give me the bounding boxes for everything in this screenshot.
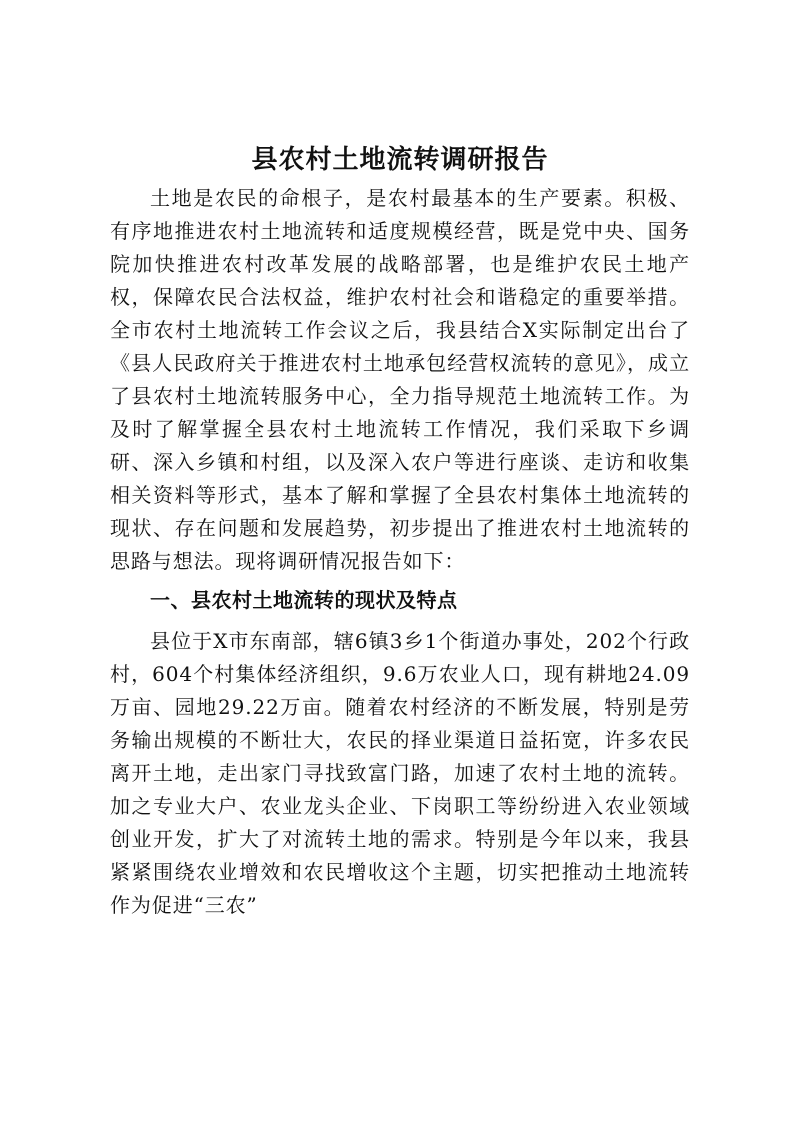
section-heading: 一、县农村土地流转的现状及特点 — [150, 588, 458, 612]
document-body — [110, 140, 690, 922]
section-paragraph: 县位于X市东南部，辖6镇3乡1个街道办事处，202个行政村，604个村集体经济组织，9.6万农业人口，现有耕地24.09万亩、园地29.22万亩。随着农村经济的不断发展，特别是劳务输出规模的不断壮大，农民的择业渠道日益拓宽，许多农民离开土地，走出家门寻找致富门路，加速了农村土地的流转。加之专业大户、农业龙头企业、下岗职工等纷纷进入农业领域创业开发，扩大了对流转土地的需求。特别是今年以来，我县紧紧围绕农业增效和农民增收这个主题，切实把推动土地流转作为促进“三农” — [110, 629, 690, 917]
document-title: 县农村土地流转调研报告 — [251, 145, 549, 175]
intro-paragraph: 土地是农民的命根子，是农村最基本的生产要素。积极、有序地推进农村土地流转和适度规模经营，既是党中央、国务院加快推进农村改革发展的战略部署，也是维护农民土地产权，保障农民合法权益，维护农村社会和谐稳定的重要举措。全市农村土地流转工作会议之后，我县结合X实际制定出台了《县人民政府关于推进农村土地承包经营权流转的意见》，成立了县农村土地流转服务中心，全力指导规范土地流转工作。为及时了解掌握全县农村土地流转工作情况，我们采取下乡调研、深入乡镇和村组，以及深入农户等进行座谈、走访和收集相关资料等形式，基本了解和掌握了全县农村集体土地流转的现状、存在问题和发展趋势，初步提出了推进农村土地流转的思路与想法。现将调研情况报告如下： — [110, 186, 690, 573]
